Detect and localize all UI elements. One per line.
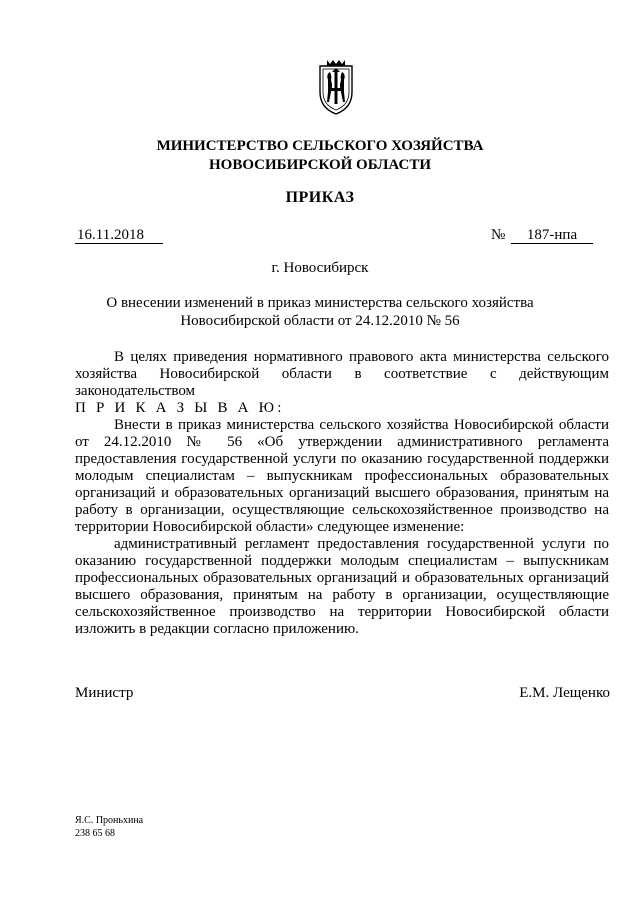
number-sign: № (491, 227, 506, 243)
paragraph-text: административный регламент предоставления государственной услуги по оказанию государственной поддержки молодым специалистам – выпускникам профессиональных образовательных организаций и образовательных организаций высшего образования, принятым на работу в организации, осуществляющие сельскохозяйственное производство на территории Новосибирской области изложить в редакции согласно приложению. (75, 536, 609, 637)
document-type: ПРИКАЗ (285, 189, 355, 206)
signatory-position: Министр (75, 685, 134, 701)
paragraph-text: Внести в приказ министерства сельского хозяйства Новосибирской области от 24.12.2010 № 56 «Об утверждении административного регламента предоставления государственной услуги по оказанию государственной поддержки молодым специалистам – выпускникам профессиональных образовательных организаций и образовательных организаций высшего образования, принятым на работу в организации, осуществляющие сельскохозяйственное производство на территории Новосибирской области» следующее изменение: (75, 417, 609, 535)
executor-name: Я.С. Проньхина (75, 815, 144, 826)
ministry-line-2: НОВОСИБИРСКОЙ ОБЛАСТИ (208, 157, 432, 173)
signatory-name: Е.М. Лещенко (519, 685, 610, 701)
document-date: 16.11.2018 (75, 227, 163, 244)
ministry-heading (0, 137, 640, 175)
executor-phone: 238 65 68 (75, 828, 115, 839)
ministry-line-1: МИНИСТЕРСТВО СЕЛЬСКОГО ХОЗЯЙСТВА (156, 138, 484, 154)
body-paragraph-3 (75, 536, 609, 638)
document-number: 187-нпа (511, 227, 593, 244)
document-subject (0, 294, 640, 330)
body-paragraph-1 (75, 349, 609, 400)
paragraph-text: В целях приведения нормативного правового акта министерства сельского хозяйства Новосибирской области в соответствие с действующим законодательством (75, 349, 609, 399)
coat-of-arms-icon (317, 58, 355, 116)
decree-word: П Р И К А З Ы В А Ю: (75, 400, 285, 416)
subject-line-1: О внесении изменений в приказ министерства сельского хозяйства (106, 295, 534, 311)
city: г. Новосибирск (271, 260, 369, 276)
subject-line-2: Новосибирской области от 24.12.2010 № 56 (180, 313, 460, 329)
body-paragraph-2 (75, 417, 609, 536)
